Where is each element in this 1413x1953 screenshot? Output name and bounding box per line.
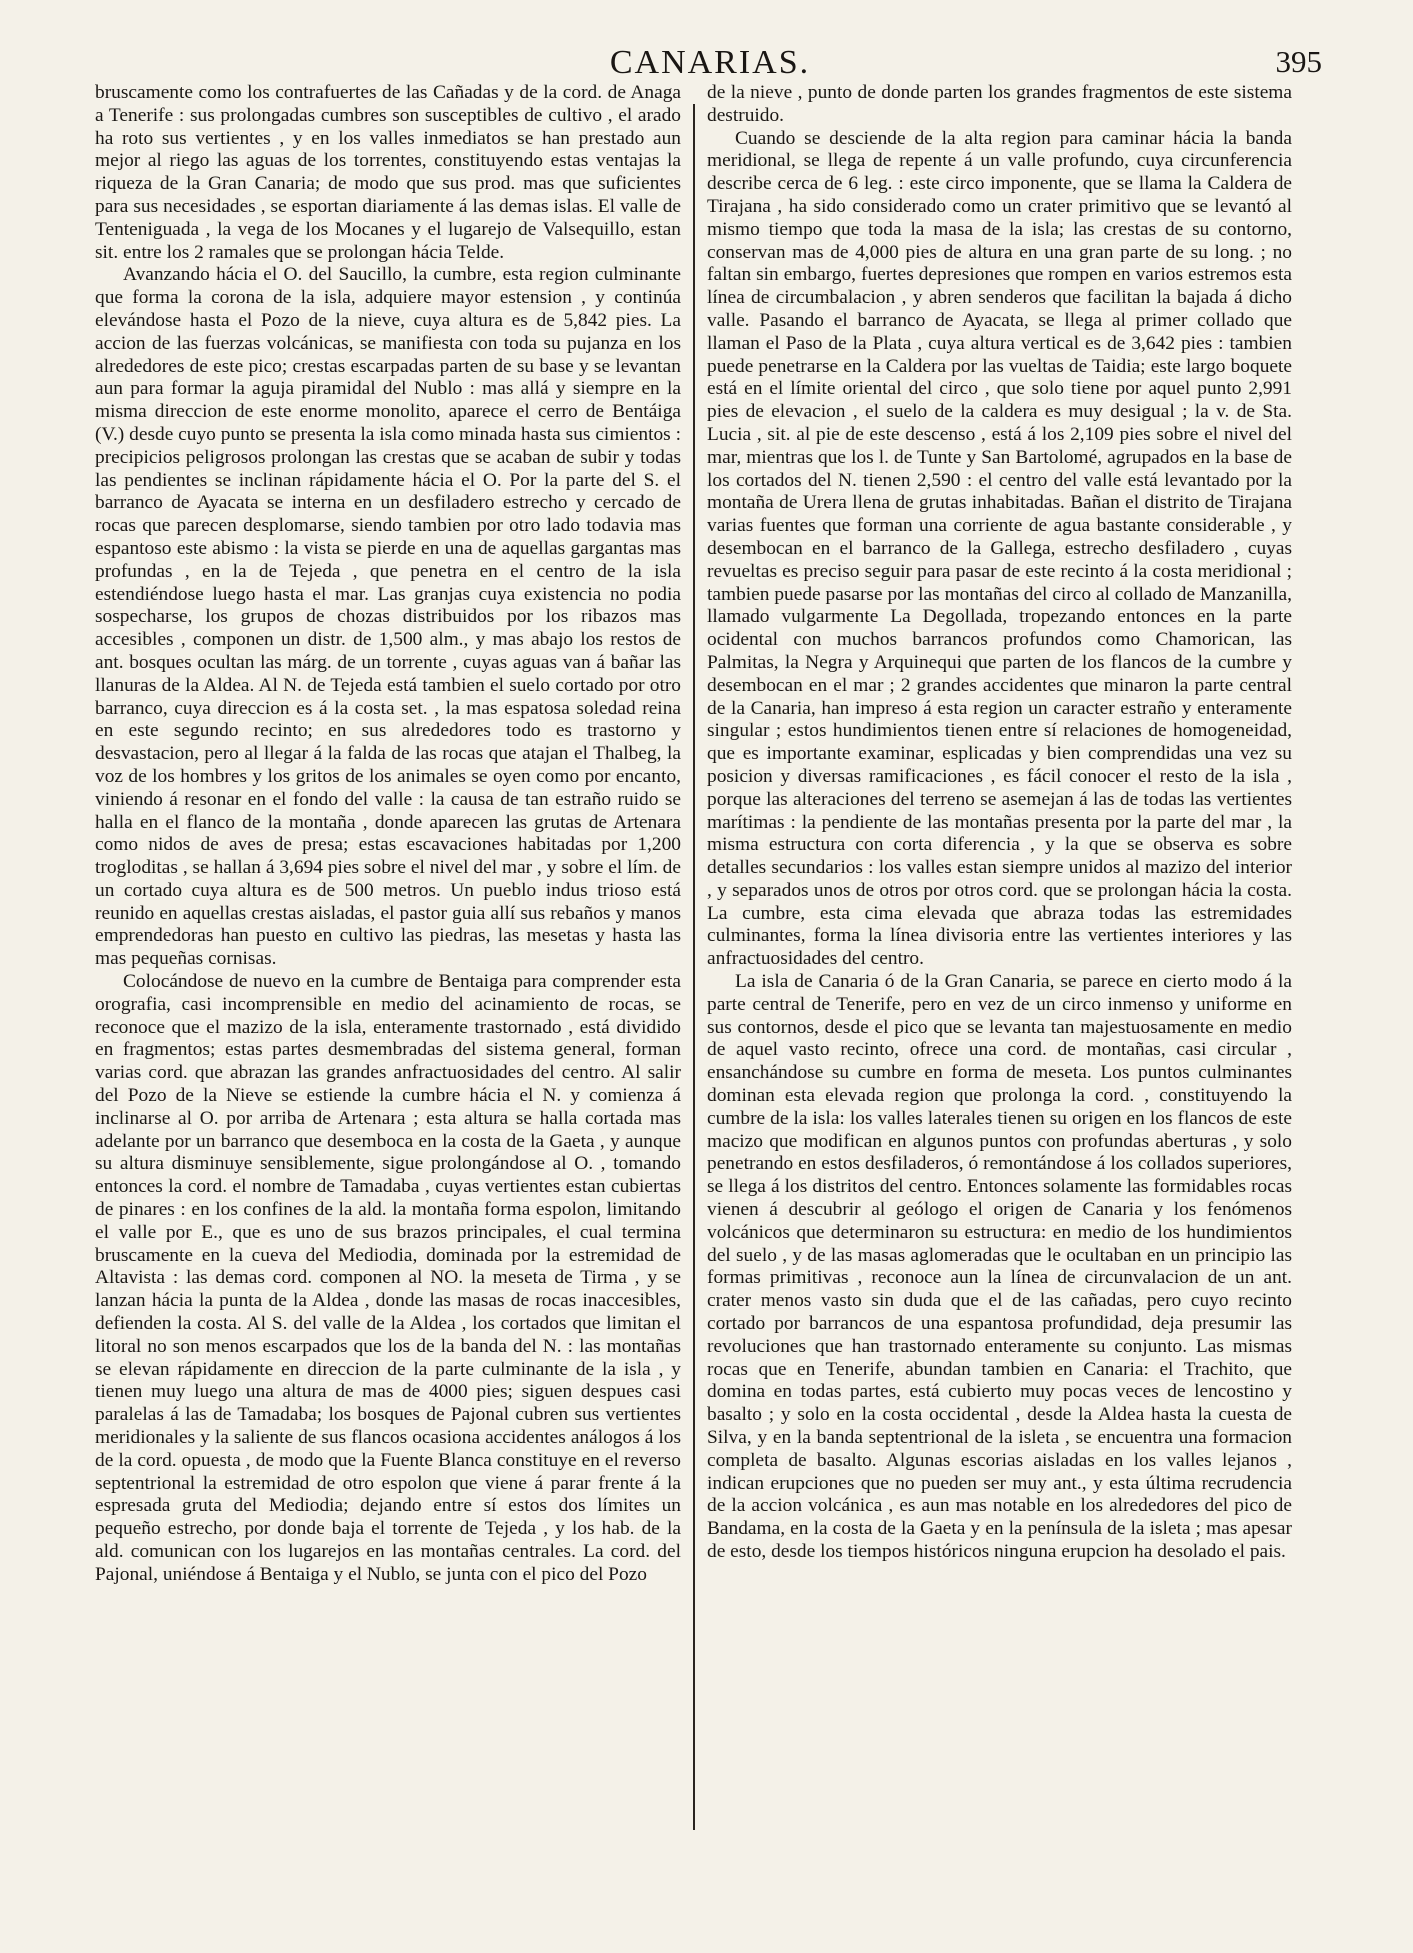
left-paragraph-3: Colocándose de nuevo en la cumbre de Bentaiga para comprender esta orografia, casi incomprensible en medio del acinamiento de rocas, se reconoce que el mazizo de la isla, enteramente trastornado , está dividido en fragmentos; estas partes desmembradas del sistema general, forman varias cord. que abrazan las grandes anfractuosidades del centro. Al salir del Pozo de la Nieve se estiende la cumbre hácia el N. y comienza á inclinarse al O. por arriba de Artenara ; esta altura se halla cortada mas adelante por un barranco que desemboca en la costa de la Gaeta , y aunque su altura disminuye sensiblemente, sigue prolongándose al O. , tomando entonces la cord. el nombre de Tamadaba , cuyas vertientes estan cubiertas de pinares : en los confines de la ald. la montaña forma espolon, limitando el valle por E., que es uno de sus brazos principales, el cual termina bruscamente en la cueva del Mediodia, dominada por la estremidad de Altavista : las demas cord. componen al NO. la meseta de Tirma , y se lanzan hácia la punta de la Aldea , donde las masas de rocas inaccesibles, defienden la costa. Al S. del valle de la Aldea , los cortados que limitan el litoral no son menos escarpados que los de la banda del N. : las montañas se elevan rápidamente en direccion de la parte culminante de la isla , y tienen muy luego una altura de mas de 4000 pies; siguen despues casi paralelas á las de Tamadaba; los bosques de Pajonal cubren sus vertientes meridionales y la saliente de sus flancos ocasiona accidentes análogos á los de la cord. opuesta , de modo que la Fuente Blanca constituye en el reverso septentrional la estremidad de otro espolon que viene á parar frente á la espresada gruta del Mediodia; dejando entre sí estos dos límites un pequeño estrecho, por donde baja el torrente de Tejeda , y los hab. de la ald. comunican con los lugarejos en las montañas centrales. La cord. del Pajonal, uniéndose á Bentaiga y el Nublo, se junta con el pico del Pozo [95, 971, 681, 1585]
running-head [90, 44, 1330, 84]
left-column [95, 82, 681, 1587]
running-title: CANARIAS. [609, 44, 811, 81]
column-divider [693, 104, 695, 1830]
page-number: 395 [1275, 44, 1322, 79]
left-paragraph-2: Avanzando hácia el O. del Saucillo, la cumbre, esta region culminante que forma la corona de la isla, adquiere mayor estension , y continúa elevándose hasta el Pozo de la nieve, cuya altura es de 5,842 pies. La accion de las fuerzas volcánicas, se manifiesta con toda su pujanza en los alrededores de este pico; crestas escarpadas parten de su base y se levantan aun para formar la aguja piramidal del Nublo : mas allá y siempre en la misma direccion de este enorme monolito, aparece el cerro de Bentáiga (V.) desde cuyo punto se presenta la isla como minada hasta sus cimientos : precipicios peligrosos prolongan las crestas que se acaban de subir y todas las pendientes se inclinan rápidamente hácia el O. Por la parte del S. el barranco de Ayacata se interna en un desfiladero estrecho y cercado de rocas que parecen desplomarse, siendo tambien por otro lado todavia mas espantoso este abismo : la vista se pierde en una de aquellas gargantas mas profundas , en la de Tejeda , que penetra en el centro de la isla estendiéndose luego hasta el mar. Las granjas cuya existencia no podia sospecharse, los grupos de chozas distribuidos por los ribazos mas accesibles , componen un distr. de 1,500 alm., y mas abajo los restos de ant. bosques ocultan las márg. de un torrente , cuyas aguas van á bañar las llanuras de la Aldea. Al N. de Tejeda está tambien el suelo cortado por otro barranco, cuya direccion es á la costa set. , la mas espatosa soledad reina en este segundo recinto; en sus alrededores todo es trastorno y desvastacion, pero al llegar á la falda de las rocas que atajan el Thalbeg, la voz de los hombres y los gritos de los animales se oyen como por encanto, viniendo á resonar en el fondo del valle : la causa de tan estraño ruido se halla en el flanco de la montaña , donde aparecen las grutas de Artenara como nidos de aves de presa; estas escavaciones habitadas por 1,200 trogloditas , se hallan á 3,694 pies sobre el nivel del mar , y sobre el lím. de un cortado cuya altura es de 500 metros. Un pueblo indus trioso está reunido en aquellas crestas aisladas, el pastor guia allí sus rebaños y manos emprendedoras han puesto en cultivo las piedras, las mesetas y hasta las mas pequeñas cornisas. [95, 264, 681, 970]
right-column [707, 82, 1292, 1564]
right-paragraph-3: La isla de Canaria ó de la Gran Canaria, se parece en cierto modo á la parte central de Tenerife, pero en vez de un circo inmenso y uniforme en sus contornos, desde el pico que se levanta tan majestuosamente en medio de aquel vasto recinto, ofrece una cord. de montañas, casi circular , ensanchándose su cumbre en forma de meseta. Los puntos culminantes dominan esta elevada region que prolonga la cord. , constituyendo la cumbre de la isla: los valles laterales tienen su origen en los flancos de este macizo que modifican en algunos puntos con profundas aberturas , y solo penetrando en estos desfiladeros, ó remontándose á los collados superiores, se llega á los distritos del centro. Entonces solamente las formidables rocas vienen á descubrir al geólogo el origen de Canaria y los fenómenos volcánicos que determinaron su estructura: en medio de los hundimientos del suelo , y de las masas aglomeradas que le ocultaban en un principio las formas primitivas , reconoce aun la línea de circunvalacion de un ant. crater menos vasto sin duda que el de las cañadas, pero cuyo recinto cortado por barrancos de una espantosa profundidad, deja presumir las revoluciones que han trastornado enteramente su conjunto. Las mismas rocas que en Tenerife, abundan tambien en Canaria: el Trachito, que domina en todas partes, está cubierto muy pocas veces de lencostino y basalto ; y solo en la costa occidental , desde la Aldea hasta la cuesta de Silva, y en la banda septentrional de la isleta , se encuentra una formacion completa de basalto. Algunas escorias aisladas en los valles lejanos , indican erupciones que no pueden ser muy ant., y esta última recrudencia de la accion volcánica , es aun mas notable en los alrededores del pico de Bandama, en la costa de la Gaeta y en la península de la isleta ; mas apesar de esto, desde los tiempos históricos ninguna erupcion ha desolado el pais. [707, 971, 1292, 1562]
right-paragraph-2: Cuando se desciende de la alta region para caminar hácia la banda meridional, se llega de repente á un valle profundo, cuya circunferencia describe cerca de 6 leg. : este circo imponente, que se llama la Caldera de Tirajana , ha sido considerado como un crater primitivo que se levantó al mismo tiempo que toda la masa de la isla; las crestas de su contorno, conservan mas de 4,000 pies de altura en una gran parte de su long. ; no faltan sin embargo, fuertes depresiones que rompen en varios estremos esta línea de circumbalacion , y abren senderos que facilitan la bajada á dicho valle. Pasando el barranco de Ayacata, se llega al primer collado que llaman el Paso de la Plata , cuya altura vertical es de 3,642 pies : tambien puede penetrarse en la Caldera por las vueltas de Taidia; este largo boquete está en el límite oriental del circo , que solo tiene por aquel punto 2,991 pies de elevacion , el suelo de la caldera es muy desigual ; la v. de Sta. Lucia , sit. al pie de este descenso , está á los 2,109 pies sobre el nivel del mar, mientras que los l. de Tunte y San Bartolomé, agrupados en la base de los cortados del N. tienen 2,590 : el centro del valle está levantado por la montaña de Urera llena de grutas inhabitadas. Bañan el distrito de Tirajana varias fuentes que forman una corriente de agua bastante considerable , y desembocan en el barranco de la Gallega, estrecho desfiladero , cuyas revueltas es preciso seguir para pasar de este recinto á la costa meridional ; tambien puede pasarse por las montañas del circo al collado de Manzanilla, llamado vulgarmente La Degollada, tropezando entonces en la parte ocidental con muchos barrancos profundos como Chamorican, las Palmitas, la Negra y Arquinequi que parten de los flancos de la cumbre y desembocan en el mar ; 2 grandes accidentes que minaron la parte central de la Canaria, han impreso á esta region un caracter estraño y enteramente singular ; estos hundimientos tienen entre sí relaciones de homogeneidad, que es importante examinar, esplicadas y bien comprendidas una vez su posicion y diversas ramificaciones , es fácil conocer el resto de la isla , porque las alteraciones del terreno se asemejan á las de todas las vertientes marítimas : la pendiente de las montañas presenta por la parte del mar , la misma estructura con corta diferencia , y la que se observa es sobre detalles secundarios : los valles estan siempre unidos al mazizo del interior , y separados unos de otros por otros cord. que se prolongan hácia la costa. La cumbre, esta cima elevada que abraza todas las estremidades culminantes, forma la línea divisoria entre las vertientes interiores y las anfractuosidades del centro. [707, 127, 1292, 970]
right-paragraph-1: de la nieve , punto de donde parten los grandes fragmentos de este sistema destruido. [707, 82, 1292, 126]
left-paragraph-1: bruscamente como los contrafuertes de las Cañadas y de la cord. de Anaga a Tenerife : sus prolongadas cumbres son susceptibles de cultivo , el arado ha roto sus vertientes , y en los valles inmediatos se han prestado aun mejor al riego las aguas de los torrentes, constituyendo estas ventajas la riqueza de la Gran Canaria; de modo que sus prod. mas que suficientes para sus necesidades , se esportan diariamente á las demas islas. El valle de Tenteniguada , la vega de los Mocanes y el lugarejo de Valsequillo, estan sit. entre los 2 ramales que se prolongan hácia Telde. [95, 82, 681, 263]
